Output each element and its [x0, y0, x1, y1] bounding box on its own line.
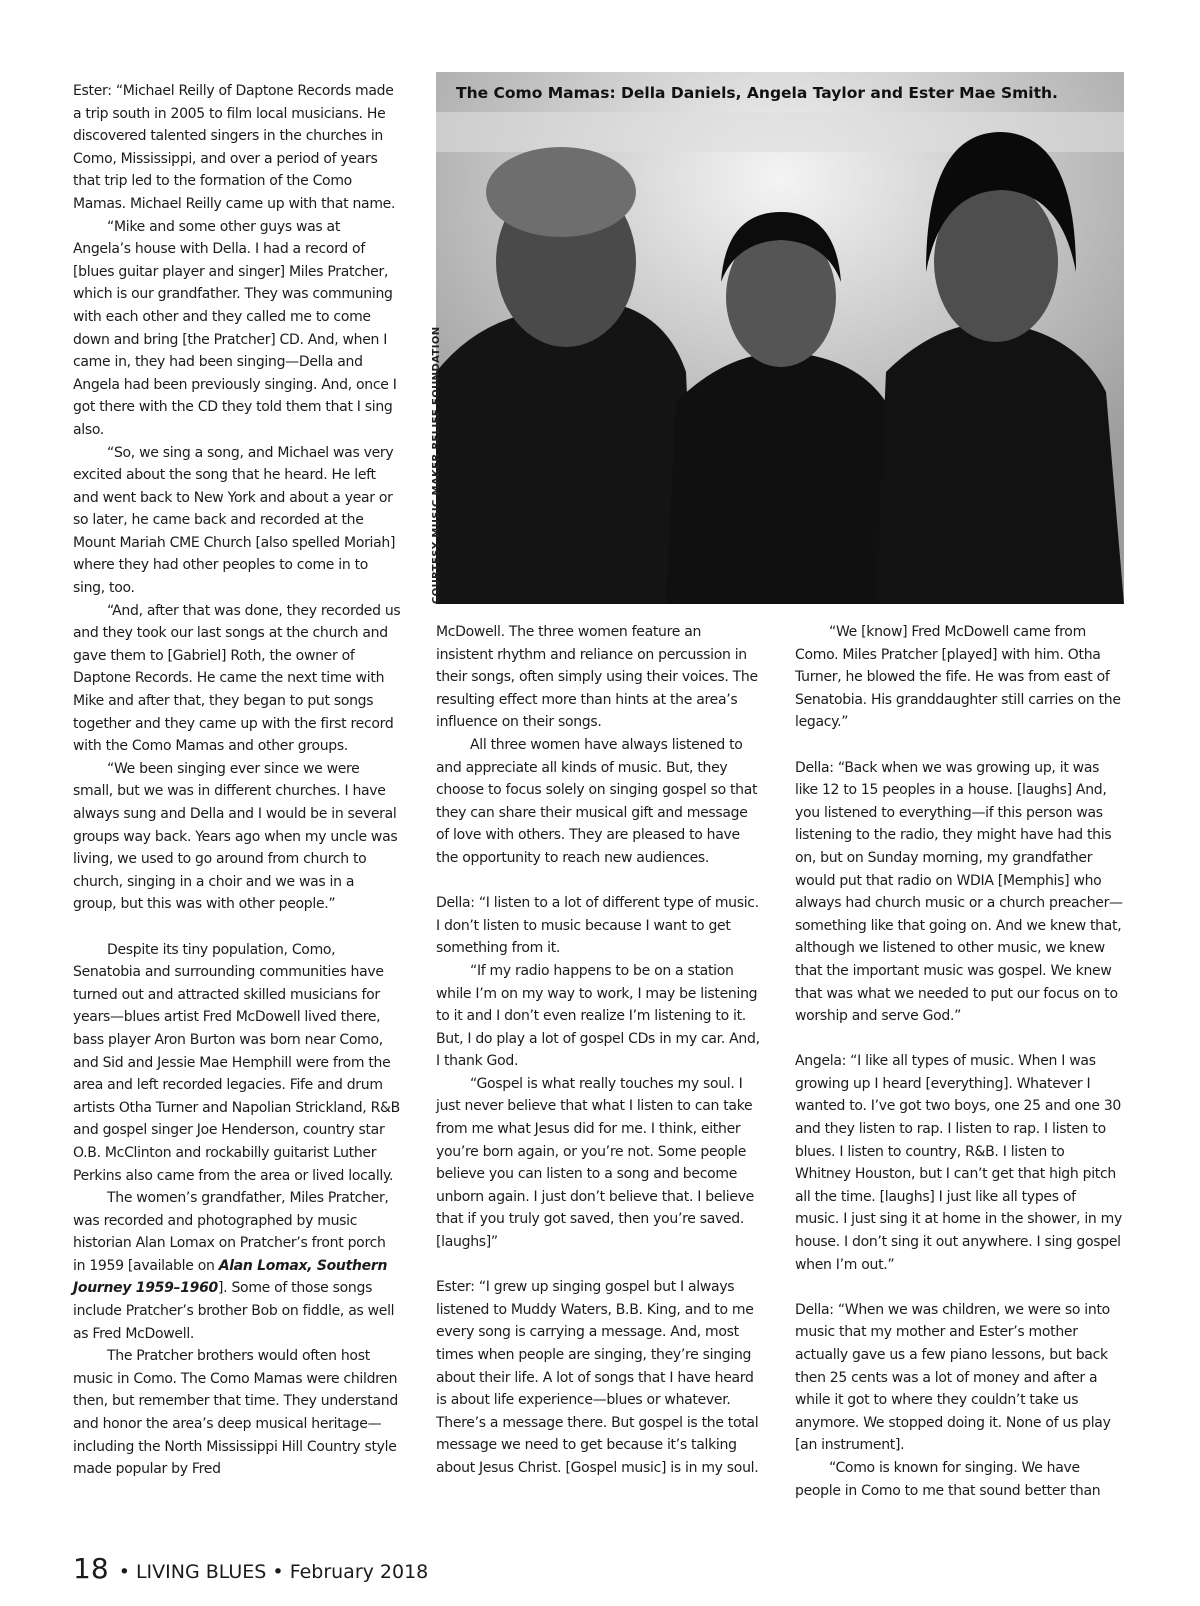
page-number: 18 — [73, 1552, 109, 1585]
album-title: Alan Lomax, Southern Journey 1959–1960 — [73, 1257, 388, 1297]
paragraph: “We [know] Fred McDowell came from Como. Miles Pratcher [played] with him. Otha Turner, he blowed the fife. He was from east of Senatobia. His granddaughter still carries on the legacy.” — [795, 624, 1121, 731]
paragraph: Despite its tiny population, Como, Senatobia and surrounding communities have turned out and attracted skilled musicians for years—blues artist Fred McDowell lived there, bass player Aron Burton was born near Como, and Sid and Jessie Mae Hemphill were from the area and left recorded legacies. Fife and drum artists Otha Turner and Napolian Strickland, R&B and gospel singer Joe Henderson, country star O.B. McClinton and rockabilly guitarist Luther Perkins also came from the area or lived locally. — [73, 941, 400, 1184]
article-column-1 — [73, 80, 401, 1481]
footer-separator: • — [272, 1561, 284, 1583]
article-column-3 — [795, 621, 1123, 1502]
photo-caption: The Como Mamas: Della Daniels, Angela Taylor and Ester Mae Smith. — [456, 84, 1058, 102]
photo-como-mamas — [436, 72, 1124, 604]
paragraph: McDowell. The three women feature an insistent rhythm and reliance on percussion in their songs, often simply using their voices. The resulting effect more than hints at the area’s influence on their songs. — [436, 624, 758, 731]
paragraph: Della: “When we was children, we were so into music that my mother and Ester’s mother actually gave us a few piano lessons, but back then 25 cents was a lot of money and after a while it got to where they couldn’t take us anymore. We stopped doing it. None of us play [an instrument]. — [795, 1301, 1111, 1454]
paragraph: Angela: “I like all types of music. When I was growing up I heard [everything]. Whatever I wanted to. I’ve got two boys, one 25 and one 30 and they listen to rap. I listen to rap. I listen to blues. I listen to country, R&B. I listen to Whitney Houston, but I can’t get that high pitch all the time. [laughs] I just like all types of music. I just sing it at home in the shower, in my house. I don’t sing it out anywhere. I sing gospel when I’m out.” — [795, 1053, 1122, 1273]
paragraph-text: ]. Some of those songs include Pratcher’s brother Bob on fiddle, as well as Fred McDowell. — [73, 1280, 395, 1342]
paragraph: Della: “I listen to a lot of different type of music. I don’t listen to music because I want to get something from it. — [436, 895, 759, 957]
photo-illustration — [436, 72, 1124, 604]
photo-credit: COURTESY MUSIC MAKER RELIEF FOUNDATION — [431, 326, 442, 604]
article-column-2 — [436, 621, 762, 1480]
footer-separator: • — [118, 1561, 130, 1583]
paragraph: “Como is known for singing. We have people in Como to me that sound better than — [795, 1459, 1101, 1499]
paragraph: “If my radio happens to be on a station while I’m on my way to work, I may be listening to it and I don’t even realize I’m listening to it. But, I do play a lot of gospel CDs in my car. And, I thank God. — [436, 962, 760, 1070]
paragraph: All three women have always listened to and appreciate all kinds of music. But, they choose to focus solely on singing gospel so that they can share their musical gift and message of love with others. They are pleased to have the opportunity to reach new audiences. — [436, 736, 758, 866]
page-footer — [73, 1552, 428, 1585]
issue-date: February 2018 — [289, 1561, 429, 1583]
paragraph: “And, after that was done, they recorded us and they took our last songs at the church and gave them to [Gabriel] Roth, the owner of Daptone Records. He came the next time with Mike and after that, they began to put songs together and they came up with the first record with the Como Mamas and other groups. — [73, 602, 401, 755]
paragraph: Ester: “Michael Reilly of Daptone Records made a trip south in 2005 to film local musicians. He discovered talented singers in the churches in Como, Mississippi, and over a period of years that trip led to the formation of the Como Mamas. Michael Reilly came up with that name. — [73, 83, 396, 212]
paragraph: “We been singing ever since we were small, but we was in different churches. I have always sung and Della and I would be in several groups way back. Years ago when my uncle was living, we used to go around from church to church, singing in a choir and we was in a group, but this was with other people.” — [73, 760, 398, 913]
paragraph: Della: “Back when we was growing up, it was like 12 to 15 peoples in a house. [laughs] And, you listened to everything—if this person was listening to the radio, they might have had this on, but on Sunday morning, my grandfather would put that radio on WDIA [Memphis] who always had church music or a church preacher—something like that going on. And we knew that, although we listened to other music, we knew that the important music was gospel. We knew that was what we needed to put our focus on to worship and serve God.” — [795, 759, 1123, 1025]
paragraph: “So, we sing a song, and Michael was very excited about the song that he heard. He left and went back to New York and about a year or so later, he came back and recorded at the Mount Mariah CME Church [also spelled Moriah] where they had other peoples to come in to sing, too. — [73, 444, 396, 597]
paragraph-text: The women’s grandfather, Miles Pratcher, was recorded and photographed by music historian Alan Lomax on Pratcher’s front porch in 1959 [available on — [73, 1190, 389, 1274]
paragraph: The Pratcher brothers would often host music in Como. The Como Mamas were children then, but remember that time. They understand and honor the area’s deep musical heritage—including the North Mississippi Hill Country style made popular by Fred — [73, 1348, 398, 1478]
magazine-name: LIVING BLUES — [135, 1561, 267, 1583]
paragraph-with-album — [73, 1187, 401, 1345]
paragraph: “Mike and some other guys was at Angela’s house with Della. I had a record of [blues guitar player and singer] Miles Pratcher, which is our grandfather. They was communing with each other and they called me to come down and bring [the Pratcher] CD. And, when I came in, they had been singing—Della and Angela had been previously singing. And, once I got there with the CD they told them that I sing also. — [73, 218, 397, 438]
paragraph: Ester: “I grew up singing gospel but I always listened to Muddy Waters, B.B. King, and to me every song is carrying a message. And, most times when people are singing, they’re singing about their life. A lot of songs that I have heard is about life experience—blues or whatever. There’s a message there. But gospel is the total message we need to get because it’s talking about Jesus Christ. [Gospel music] is in my soul. — [436, 1279, 759, 1476]
paragraph: “Gospel is what really touches my soul. I just never believe that what I listen to can take from me what Jesus did for me. I think, either you’re born again, or you’re not. Some people believe you can listen to a song and become unborn again. I just don’t believe that. I believe that if you truly got saved, then you’re saved. [laughs]” — [436, 1075, 754, 1251]
